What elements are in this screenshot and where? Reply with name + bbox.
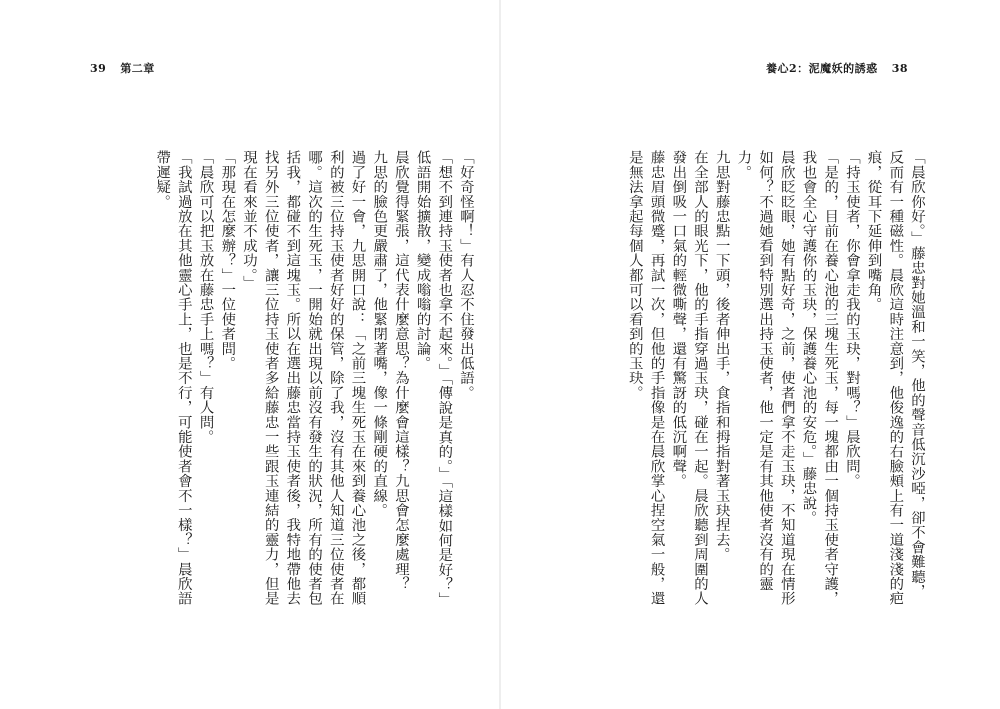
paragraph: 晨欣眨眨眼，她有點好奇，之前，使者們拿不走玉玦，不知道現在情形如何？不過她看到特別選出持玉使者，他一定是有其他使者沒有的靈力。 bbox=[735, 150, 795, 606]
right-page-text bbox=[575, 150, 927, 612]
left-page-number: 39 bbox=[90, 62, 107, 75]
paragraph: 「我試過放在其他靈心手上，也是不行，可能使者會不一樣？」晨欣語帶遲疑。 bbox=[154, 150, 192, 606]
paragraph: 「晨欣你好。」藤忠對她溫和一笑，他的聲音低沉沙啞，卻不會難聽，反而有一種磁性。晨欣這時注意到，他俊逸的右臉頰上有一道淺淺的疤痕，從耳下延伸到嘴角。 bbox=[865, 150, 925, 606]
paragraph: 「好奇怪啊！」有人忍不住發出低語。 bbox=[458, 150, 474, 400]
paragraph: 在全部人的眼光下，他的手指穿過玉玦，碰在一起。晨欣聽到周圍的人發出倒吸一口氣的輕微嘶聲，還有驚訝的低沉啊聲。 bbox=[670, 150, 708, 606]
paragraph: 九思對藤忠點一下頭，後者伸出手，食指和拇指對著玉玦捏去。 bbox=[713, 150, 730, 562]
paragraph: 晨欣覺得緊張，這代表什麼意思？為什麼會這樣？九思會怎麼處理？ bbox=[392, 150, 409, 591]
paragraph: 「晨欣可以把玉放在藤忠手上嗎？」有人問。 bbox=[197, 150, 214, 444]
page-gutter bbox=[499, 0, 501, 709]
left-running-header bbox=[76, 60, 155, 76]
left-chapter-title: 第二章 bbox=[120, 62, 155, 75]
paragraph: 過了好一會，九思開口說：「之前三塊生死玉在來到養心池之後，都順利的被三位持玉使者好好的保管，除了我，沒有其他人知道三位使者在哪。這次的生死玉，一開始就出現以前沒有發生的狀況，所有的使者包括我，都碰不到這塊玉。所以在選出藤忠當持玉使者後，我特地帶他去找另外三位使者，讓三位持玉使者多給藤忠一些跟玉連結的靈力，但是現在看來並不成功。」 bbox=[240, 150, 366, 606]
left-page-text bbox=[84, 150, 476, 612]
right-page-number: 38 bbox=[891, 62, 908, 75]
paragraph: 「是的，目前在養心池的三塊生死玉，每一塊都由一個持玉使者守護，我也會全心守護你的玉玦，保護養心池的安危。」藤忠說。 bbox=[800, 150, 839, 606]
right-book-title: 養心2：泥魔妖的誘惑 bbox=[766, 62, 878, 75]
paragraph: 藤忠眉頭微蹙，再試一次，但他的手指像是在晨欣掌心捏空氣一般，還是無法拿起每個人都可以看到的玉玦。 bbox=[626, 150, 665, 606]
right-running-header bbox=[766, 60, 922, 76]
paragraph: 「持玉使者，你會拿走我的玉玦，對嗎？」晨欣問。 bbox=[843, 150, 860, 489]
paragraph: 九思的臉色更嚴肅了，他緊閉著嘴，像一條剛硬的直線。 bbox=[371, 150, 388, 518]
paragraph: 「那現在怎麼辦？」一位使者問。 bbox=[219, 150, 236, 371]
paragraph: 「想不到連持玉使者也拿不起來。」「傳說是真的。」「這樣如何是好？」低語開始擴散，變成嗡嗡的討論。 bbox=[414, 150, 453, 607]
